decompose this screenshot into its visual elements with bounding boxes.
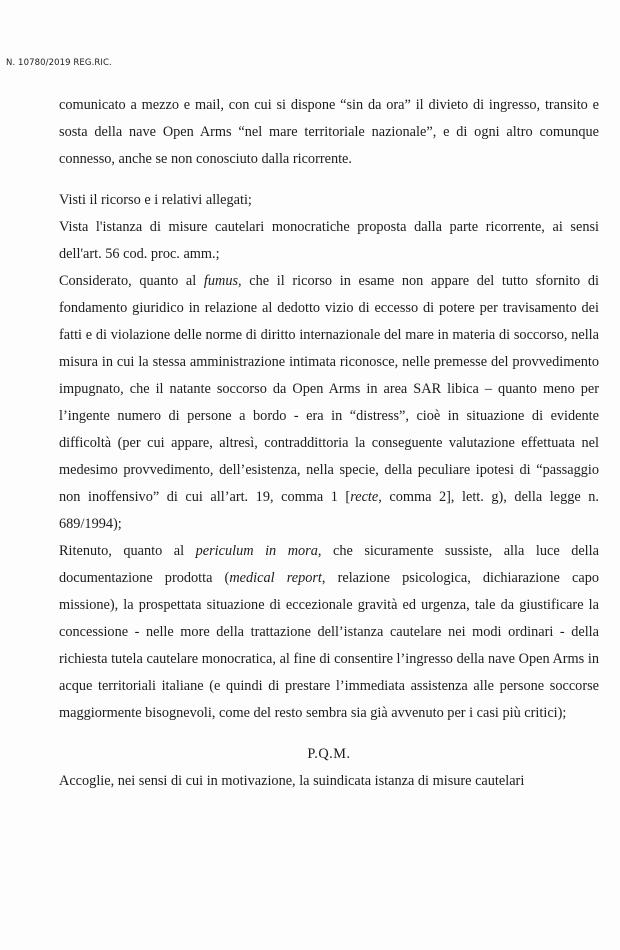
paragraph-visti: Visti il ricorso e i relativi allegati; [59,192,252,208]
considerato-italic-fumus: fumus [203,273,239,289]
paragraph-vista: Vista l'istanza di misure cautelari monocratiche proposta dalla parte ricorrente, ai sensi dell'art. 56 cod. proc. amm.; [59,219,599,262]
section-heading-pqm: P.Q.M. [307,746,351,762]
considerato-italic-recte: recte [350,489,379,505]
paragraph-considerato [59,268,599,538]
paragraph-ritenuto [59,538,599,727]
paragraph-accoglie: Accoglie, nei sensi di cui in motivazione, la suindicata istanza di misure cautelari [59,773,525,789]
ritenuto-text-3: , relazione psicologica, dichiarazione capo missione), la prospettata situazione di eccezionale gravità ed urgenza, tale da giustificare la concessione - nelle more della trattazione dell’istanza cautelare nei modi ordinari - della richiesta tutela cautelare monocratica, al fine di consentire l’ingresso della nave Open Arms in acque territoriali italiane (e quindi di prestare l’immediata assistenza alle persone soccorse maggiormente bisognevoli, come del resto sembra sia già avvenuto per i casi più critici); [59,570,600,721]
paragraph-gap [59,173,599,187]
considerato-text-2: , che il ricorso in esame non appare del tutto sfornito di fondamento giuridico in relazione al dedotto vizio di eccesso di potere per travisamento dei fatti e di violazione delle norme di diritto internazionale del mare in materia di soccorso, nella misura in cui la stessa amministrazione intimata riconosce, nelle premesse del provvedimento impugnato, che il natante soccorso da Open Arms in area SAR libica – quanto meno per l’ingente numero di persone a bordo - era in “distress”, cioè in situazione di evidente difficoltà (per cui appare, altresì, contraddittoria la conseguente valutazione effettuata nel medesimo provvedimento, dell’esistenza, nella specie, della peculiare ipotesi di “passaggio non inoffensivo” di cui all’art. 19, comma 1 [ [59,273,599,505]
ritenuto-text-2: , che sicuramente sussiste, alla luce della documentazione prodotta ( [59,543,599,586]
ritenuto-text-1: Ritenuto, quanto al [59,543,196,559]
case-reference-number: N. 10780/2019 REG.RIC. [6,58,112,68]
ritenuto-italic-periculum: periculum in mora [195,543,318,559]
document-body [59,92,599,795]
ritenuto-italic-medical-report: medical report [229,570,322,586]
considerato-text-1: Considerato, quanto al [59,273,204,289]
paragraph-intro: comunicato a mezzo e mail, con cui si dispone “sin da ora” il divieto di ingresso, transito e sosta della nave Open Arms “nel mare territoriale nazionale”, e di ogni altro comunque connesso, anche se non conosciuto dalla ricorrente. [59,97,599,167]
considerato-text-3: , comma 2], lett. g), della legge n. 689/1994); [59,489,599,532]
